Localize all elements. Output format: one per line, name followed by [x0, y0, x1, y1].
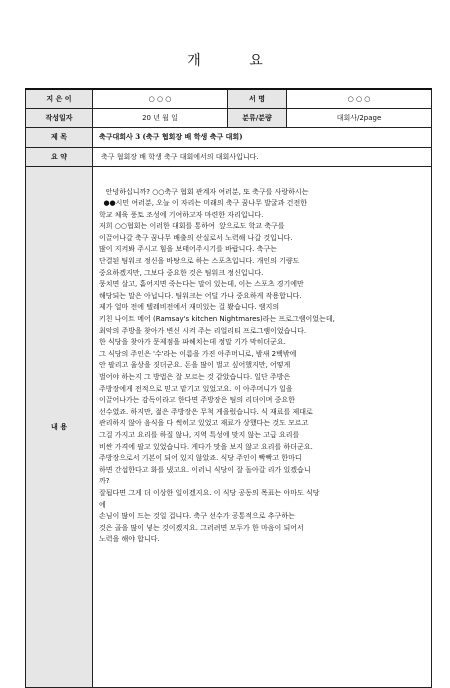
content-line: 중요하겠지만, 그보다 중요한 것은 팀워크 정신입니다.: [99, 268, 264, 277]
content-line: 주방장에게 전적으로 믿고 맡기고 있었고요. 이 아주머니가 일을: [99, 384, 293, 393]
author-label: 지 은 이: [26, 89, 93, 108]
content-line: 해당되는 말은 아닙니다. 팀워크는 어딜 가나 중요하게 작용합니다.: [99, 291, 302, 300]
content-line: 주방장으로서 기본이 되어 있지 않았죠. 식당 주인이 빡빡고 한마디: [99, 454, 302, 463]
content-line: 손님이 많이 드는 것일 겁니다. 축구 선수가 공통적으로 추구하는: [99, 512, 295, 521]
content-body: [99, 187, 425, 546]
content-line: 학교 체육 풍토 조성에 기여하고자 마련한 자리입니다.: [99, 210, 264, 219]
content-cell: [93, 166, 432, 687]
content-line: 단결된 팀워크 정신을 바탕으로 하는 스포츠입니다. 개인의 기량도: [99, 257, 300, 266]
content-line: 많이 지켜봐 주시고 힘을 보태어주시기를 바랍니다. 축구는: [99, 245, 277, 254]
date-label: 작성일자: [26, 108, 93, 127]
content-line: 노력을 해야 합니다.: [99, 535, 160, 544]
document-form-table: [25, 88, 432, 688]
subject-value: 축구대회사 3 (축구 협회장 배 학생 축구 대회): [93, 127, 432, 147]
content-line: 최악의 주방을 찾아가 변신 시켜 주는 리얼리티 프로그램이었습니다.: [99, 326, 307, 335]
content-line: 키친 나이트 메어 (Ramsay's kitchen Nightmares)라는 프로그램이었는데,: [99, 315, 335, 324]
content-line: 까?: [99, 477, 110, 486]
reviewer-label: 서 명: [228, 89, 287, 108]
content-label: 내 용: [26, 166, 93, 687]
content-line: 비싼 가격에 팔고 있었습니다. 게다가 맛을 보지 않고 요리를 하더군요.: [99, 442, 313, 451]
content-line: 그 식당의 주인은 '수'라는 이름을 가진 아주머니로, 밤새 2백밖에: [99, 349, 297, 358]
content-line: 그걸 가지고 요리를 하질 않나, 지역 특성에 맞지 않는 고급 요리를: [99, 430, 300, 439]
content-line: 안 팔리고 울상을 짓더군요. 돈을 많이 벌고 싶어했지만, 어떻게: [99, 361, 291, 370]
content-line: 벌어야 하는지 그 방법은 잘 모르는 것 같았습니다. 일단 주방은: [99, 373, 291, 381]
summary-value: 축구 협회장 배 학생 축구 대회에서의 대회사입니다.: [93, 147, 432, 166]
content-line: 잘됩다면 그게 더 이상한 일이겠지요. 이 식당 공동의 목표는 아마도 식당: [99, 488, 320, 497]
content-line: 뭉치면 살고, 흩어지면 죽는다는 말이 있는데, 이는 스포츠 경기에만: [99, 280, 304, 289]
content-line: 저희 ○○협회는 이러한 대회를 통하여 앞으로도 학교 축구를: [99, 222, 285, 231]
summary-label: 요 약: [26, 147, 93, 166]
reviewer-value: ○ ○ ○: [287, 89, 432, 108]
content-line: 하면 간섭한다고 화를 냈고요. 이러니 식당이 잘 돌아갈 리가 있겠습니: [99, 465, 311, 474]
content-line: ●●시민 여러분, 오늘 이 자리는 미래의 축구 꿈나무 발굴과 건전한: [99, 199, 307, 208]
content-line: 관리하지 않아 음식을 다 썩히고 있었고 재료가 상했다는 것도 모르고: [99, 419, 309, 428]
content-line: 이끌어나가는 감독이라고 한다면 주방장은 팀의 리더이며 중요한: [99, 396, 295, 405]
content-line: 선수였죠. 하지만, 젊은 주방장은 무척 게을렀습니다. 식 재료를 제대로: [99, 407, 313, 416]
content-line: 에: [99, 500, 106, 509]
content-line: 제가 얼마 전에 텔레비전에서 재미있는 걸 봤습니다. 램지의: [99, 303, 280, 312]
date-value: 20 년 월 일: [93, 108, 228, 127]
author-value: ○ ○ ○: [93, 89, 228, 108]
content-line: 이끌어나갈 축구 꿈나무 배출의 산실로서 노력해 나갈 것입니다.: [99, 233, 293, 242]
page-title: 개 요: [187, 53, 285, 69]
content-line: 한 식당을 찾아가 문제점을 파헤치는데 정말 기가 막히더군요.: [99, 338, 286, 347]
content-line: 것은 골을 많이 넣는 것이겠지요. 그러려면 모두가 한 마음이 되어서: [99, 523, 304, 532]
content-line: 안녕하십니까? ○○축구 협회 관계자 여러분, 또 축구를 사랑하시는: [99, 187, 309, 196]
category-label: 분류/분량: [228, 108, 287, 127]
subject-label: 제 목: [26, 127, 93, 147]
category-value: 대회사/2page: [287, 108, 432, 127]
